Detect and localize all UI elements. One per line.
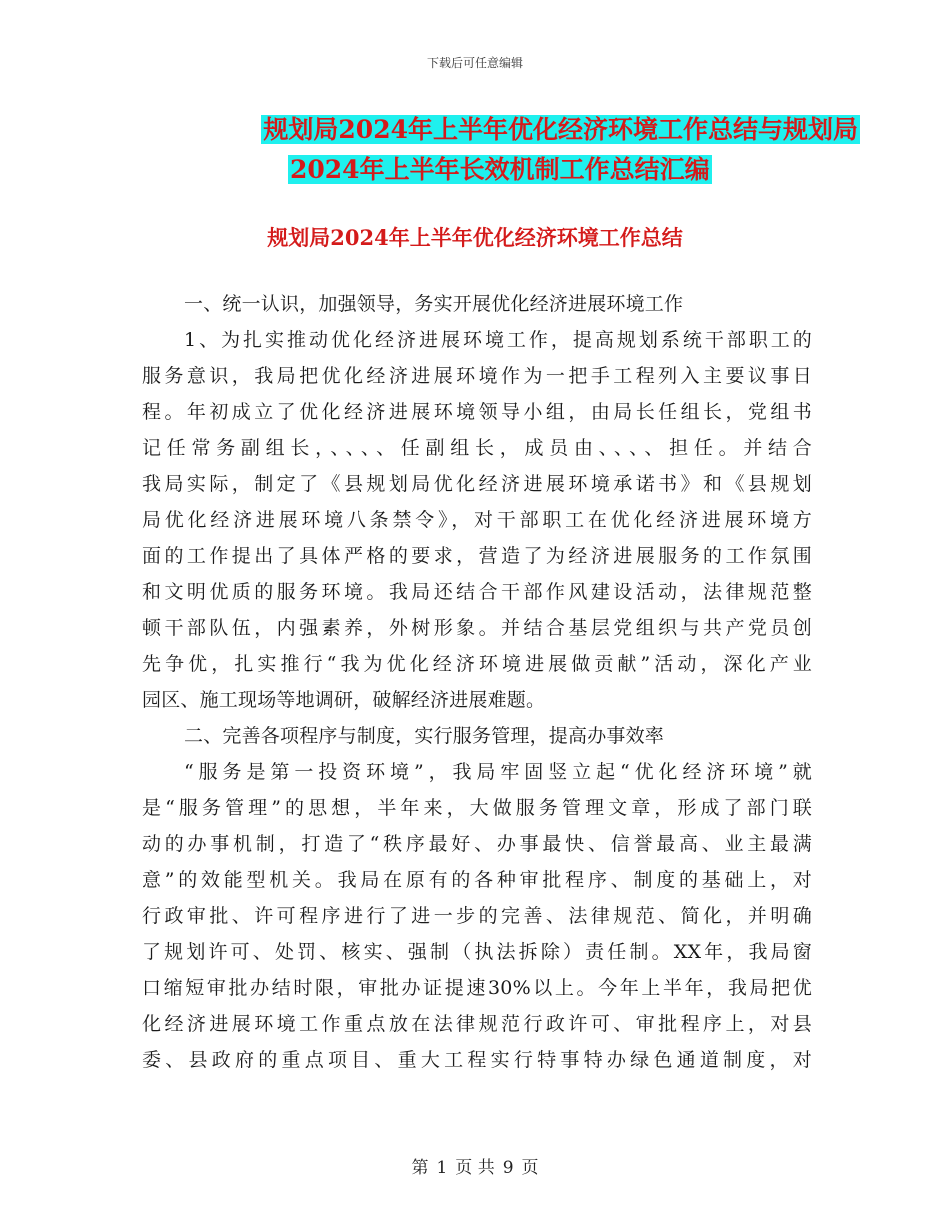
body-line: 局优化经济进展环境八条禁令》，对干部职工在优化经济进展环境方: [142, 509, 812, 531]
body-line: 园区、施工现场等地调研，破解经济进展难题。: [142, 689, 546, 711]
body-line: “服务是第一投资环境”，我局牢固竖立起“优化经济环境”就: [184, 761, 812, 783]
body-line: 程。年初成立了优化经济进展环境领导小组，由局长任组长，党组书: [142, 401, 812, 423]
body-line: 行政审批、许可程序进行了进一步的完善、法律规范、简化，并明确: [142, 905, 812, 927]
body-line: 化经济进展环境工作重点放在法律规范行政许可、审批程序上，对县: [142, 1013, 812, 1035]
body-line: 委、县政府的重点项目、重大工程实行特事特办绿色通道制度，对: [142, 1049, 812, 1071]
body-line: 服务意识，我局把优化经济进展环境作为一把手工程列入主要议事日: [142, 365, 812, 387]
body-line: 口缩短审批办结时限，审批办证提速30%以上。今年上半年，我局把优: [142, 977, 812, 999]
body-line: 1、为扎实推动优化经济进展环境工作，提高规划系统干部职工的: [184, 329, 812, 351]
section-title: 规划局2024年上半年优化经济环境工作总结: [267, 225, 683, 250]
body-line: 动的办事机制，打造了“秩序最好、办事最快、信誉最高、业主最满: [142, 833, 812, 855]
header-note: 下载后可任意编辑: [426, 56, 523, 70]
document-title: [140, 110, 860, 190]
body-line: 记任常务副组长，、、、、任副组长，成员由、、、、担任。并结合: [142, 437, 812, 459]
footer-mid: 页 共: [455, 1158, 495, 1178]
body-line: 我局实际，制定了《县规划局优化经济进展环境承诺书》和《县规划: [142, 473, 812, 495]
body-line: 顿干部队伍，内强素养，外树形象。并结合基层党组织与共产党员创: [142, 617, 812, 639]
page-footer: [0, 1153, 950, 1178]
body-line: 先争优，扎实推行“我为优化经济环境进展做贡献”活动，深化产业: [142, 653, 812, 675]
body-line: 二、完善各项程序与制度，实行服务管理，提高办事效率: [184, 725, 665, 747]
body-line: 了规划许可、处罚、核实、强制（执法拆除）责任制。XX年，我局窗: [142, 941, 812, 963]
title-line-2: [140, 150, 860, 190]
body-line: 是“服务管理”的思想，半年来，大做服务管理文章，形成了部门联: [142, 797, 812, 819]
footer-total-pages: 9: [502, 1158, 514, 1178]
body-line: 一、统一认识，加强领导，务实开展优化经济进展环境工作: [184, 293, 684, 315]
body-line: 面的工作提出了具体严格的要求，营造了为经济进展服务的工作氛围: [142, 545, 812, 567]
title-line-1: [140, 110, 860, 150]
footer-page-number: 1: [436, 1158, 448, 1178]
title-line-1-text: 规划局2024年上半年优化经济环境工作总结与规划局: [263, 115, 858, 144]
body-line: 和文明优质的服务环境。我局还结合干部作风建设活动，法律规范整: [142, 581, 812, 603]
body-line: 意”的效能型机关。我局在原有的各种审批程序、制度的基础上，对: [142, 869, 812, 891]
title-line-2-text: 2024年上半年长效机制工作总结汇编: [290, 155, 710, 184]
document-body: [142, 286, 812, 1078]
footer-prefix: 第: [411, 1158, 429, 1178]
footer-suffix: 页: [521, 1158, 539, 1178]
